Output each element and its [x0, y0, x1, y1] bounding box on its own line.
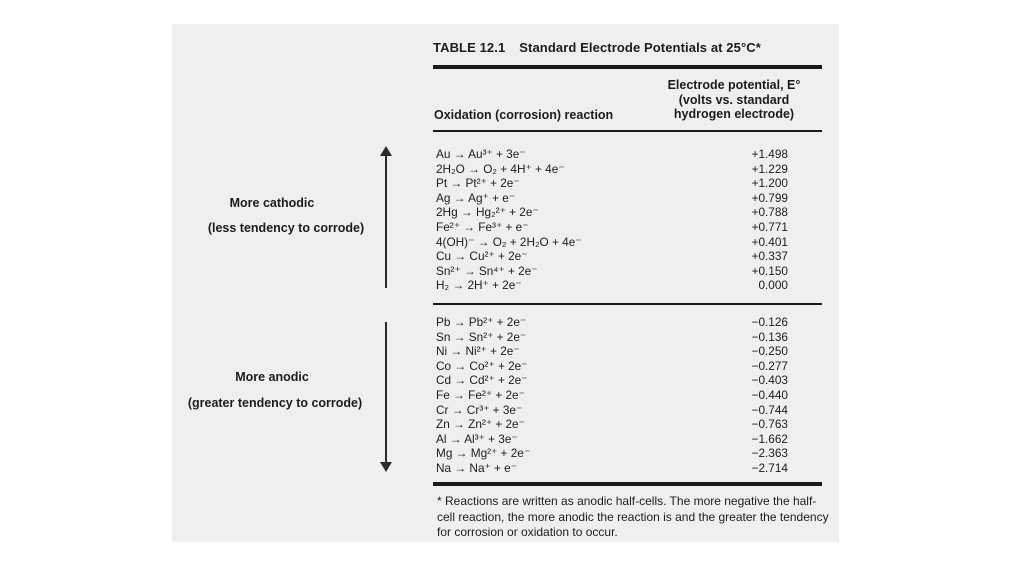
reaction-equation: Au → Au³⁺ + 3e⁻ [436, 147, 526, 161]
reaction-row [436, 161, 788, 177]
reaction-equation: Ag → Ag⁺ + e⁻ [436, 190, 516, 205]
cathodic-label: More cathodic [229, 196, 315, 210]
reaction-row [436, 234, 788, 250]
reaction-row [436, 219, 788, 235]
reaction-row [436, 402, 788, 418]
reaction-equation: Na → Na⁺ + e⁻ [436, 460, 517, 475]
reaction-row [436, 147, 788, 162]
electrode-potential-value: +0.771 [751, 219, 788, 234]
electrode-potential-value: −0.126 [751, 315, 788, 329]
reaction-equation: 4(OH)⁻ → O₂ + 2H₂O + 4e⁻ [436, 234, 582, 249]
table-label: TABLE 12.1 [433, 40, 506, 55]
reaction-row [436, 417, 788, 432]
reaction-equation: Zn → Zn²⁺ + 2e⁻ [436, 417, 525, 432]
anodic-sublabel: (greater tendency to corrode) [187, 396, 363, 410]
reaction-row [436, 358, 788, 374]
arrow-up-icon [380, 146, 392, 156]
reaction-equation: Al → Al³⁺ + 3e⁻ [436, 431, 518, 446]
top-rule [433, 65, 822, 69]
electrode-potential-value: −2.714 [751, 460, 788, 475]
reaction-row [436, 176, 788, 191]
electrode-potential-value: −0.440 [751, 387, 788, 402]
electrode-potential-value: −0.403 [751, 373, 788, 388]
potential-header-line-3: hydrogen electrode) [673, 107, 795, 121]
reaction-equation: Cd → Cd²⁺ + 2e⁻ [436, 373, 528, 388]
electrode-potential-value: −2.363 [751, 446, 788, 461]
reaction-equation: 2H₂O → O₂ + 4H⁺ + 4e⁻ [436, 161, 565, 176]
electrode-potential-value: 0.000 [758, 278, 788, 293]
reaction-row [436, 344, 788, 359]
reaction-row [436, 329, 788, 345]
reaction-equation: Sn → Sn²⁺ + 2e⁻ [436, 329, 527, 344]
reaction-equation: Sn²⁺ → Sn⁴⁺ + 2e⁻ [436, 263, 538, 278]
anodic-arrow [385, 322, 387, 462]
table-caption: Standard Electrode Potentials at 25°C* [519, 40, 761, 55]
reaction-row [436, 263, 788, 279]
electrode-potential-value: +0.337 [751, 249, 788, 264]
reaction-row [436, 446, 788, 461]
electrode-potential-value: −0.277 [751, 358, 788, 373]
arrow-down-icon [380, 462, 392, 472]
reaction-row [436, 387, 788, 403]
reaction-equation: Fe → Fe²⁺ + 2e⁻ [436, 387, 525, 402]
electrode-potential-value: +1.200 [751, 176, 788, 191]
cathodic-sublabel: (less tendency to corrode) [207, 221, 365, 235]
electrode-potential-value: +1.498 [751, 147, 788, 161]
bottom-rule [433, 482, 822, 486]
reaction-equation: Ni → Ni²⁺ + 2e⁻ [436, 344, 520, 359]
electrode-potential-value: +0.401 [751, 234, 788, 249]
reaction-row [436, 190, 788, 206]
electrode-potential-value: −0.744 [751, 402, 788, 417]
electrode-potential-value: +1.229 [751, 161, 788, 176]
reaction-equation: Co → Co²⁺ + 2e⁻ [436, 358, 528, 373]
potential-header-line-1: Electrode potential, E° [667, 78, 801, 92]
table-title [433, 40, 761, 55]
scanned-table-page [172, 24, 839, 542]
reaction-equation: Cr → Cr³⁺ + 3e⁻ [436, 402, 523, 417]
middle-rule [433, 303, 822, 305]
reaction-row [436, 278, 788, 293]
electrode-potential-value: +0.788 [751, 205, 788, 220]
reaction-row [436, 315, 788, 330]
header-rule [433, 130, 822, 132]
reaction-equation: Cu → Cu²⁺ + 2e⁻ [436, 249, 528, 264]
reaction-row [436, 373, 788, 388]
anodic-label: More anodic [235, 370, 309, 384]
reaction-equation: Mg → Mg²⁺ + 2e⁻ [436, 446, 531, 461]
reaction-row [436, 205, 788, 220]
reaction-column-header: Oxidation (corrosion) reaction [434, 108, 614, 122]
cathodic-reaction-list [436, 147, 788, 293]
reaction-row [436, 460, 788, 476]
electrode-potential-value: −0.763 [751, 417, 788, 432]
cathodic-arrow [385, 152, 387, 288]
potential-header-line-2: (volts vs. standard [678, 92, 790, 107]
footnote: * Reactions are written as anodic half-cells. The more negative the half-cell reaction, the more anodic the reaction is and the greater the tendency for corrosion or oxidation to occur. [437, 494, 829, 539]
reaction-equation: Fe²⁺ → Fe³⁺ + e⁻ [436, 219, 529, 234]
reaction-equation: 2Hg → Hg₂²⁺ + 2e⁻ [436, 205, 539, 220]
reaction-equation: H₂ → 2H⁺ + 2e⁻ [436, 278, 522, 293]
electrode-potential-value: −0.250 [751, 344, 788, 359]
electrode-potential-value: −1.662 [751, 431, 788, 446]
electrode-potential-value: +0.799 [751, 190, 788, 205]
potential-column-header [646, 78, 822, 122]
electrode-potential-value: −0.136 [751, 329, 788, 344]
reaction-row [436, 431, 788, 447]
anodic-reaction-list [436, 315, 788, 476]
electrode-potential-value: +0.150 [751, 263, 788, 278]
reaction-equation: Pb → Pb²⁺ + 2e⁻ [436, 315, 527, 329]
reaction-row [436, 249, 788, 264]
reaction-equation: Pt → Pt²⁺ + 2e⁻ [436, 176, 520, 191]
